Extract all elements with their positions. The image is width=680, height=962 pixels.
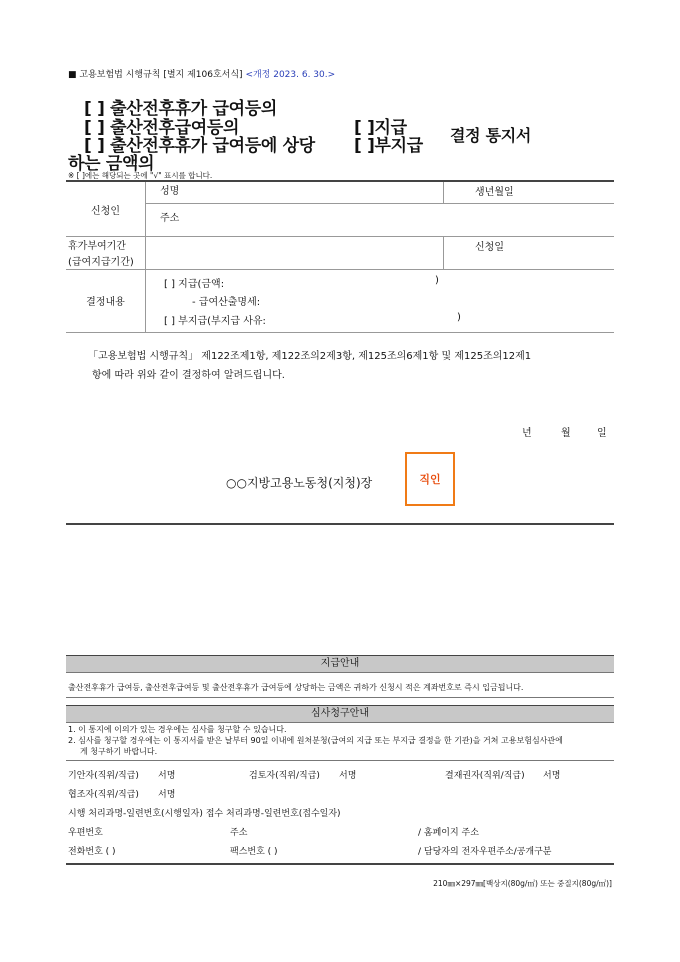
form-reference <box>68 67 335 80</box>
approver-sign: 서명 <box>543 771 561 781</box>
applicant-label: 신청인 <box>91 206 120 217</box>
revision-date: <개정 2023. 6. 30.> <box>245 70 336 80</box>
title-decision-notice: 결정 통지서 <box>450 126 532 145</box>
date-month: 월 <box>561 428 571 439</box>
calc-detail: - 급여산출명세: <box>192 297 261 308</box>
drafter-label: 기안자(직위/직급) <box>68 771 139 781</box>
section-rule <box>66 523 614 525</box>
table-row-rule <box>66 269 614 270</box>
cooperator-label: 협조자(직위/직급) <box>68 790 139 800</box>
title-line-4: 하는 금액의 <box>68 154 155 174</box>
table-row-rule <box>66 236 614 237</box>
apply-date-label: 신청일 <box>475 242 504 253</box>
drafter-sign: 서명 <box>158 771 176 781</box>
checkbox-note: ※ [ ]에는 해당되는 곳에 "√" 표시를 합니다. <box>68 171 213 180</box>
postcode-label: 우편번호 <box>68 828 103 838</box>
table-divider <box>443 182 444 203</box>
table-divider <box>145 182 146 332</box>
approver-label: 결재권자(직위/직급) <box>445 771 525 781</box>
nopay-close: ) <box>457 312 461 323</box>
pay-option: [ ] 지급(금액: <box>164 279 225 290</box>
body-line-1: 「고용보험법 시행규칙」 제122조제1항, 제122조의2제3항, 제125조의6제1항 및 제125조의12제1 <box>88 351 532 362</box>
title-option-pay: [ ]지급 <box>354 118 407 138</box>
title-line-1: [ ] 출산전후휴가 급여등의 <box>84 99 278 119</box>
date-year: 년 <box>522 428 532 439</box>
enforcement-line: 시행 처리과명-일련번호(시행일자) 접수 처리과명-일련번호(접수일자) <box>68 809 341 819</box>
fax-label: 팩스번호 ( ) <box>230 847 278 857</box>
table-divider <box>443 236 444 269</box>
review-item-1: 1. 이 통지에 이의가 있는 경우에는 심사를 청구할 수 있습니다. <box>68 725 287 734</box>
reviewer-sign: 서명 <box>339 771 357 781</box>
table-bottom-rule <box>66 332 614 333</box>
birth-label: 생년월일 <box>475 187 514 198</box>
table-top-rule <box>66 180 614 182</box>
issuer-name: ○○지방고용노동청(지청)장 <box>226 476 373 490</box>
name-label: 성명 <box>160 186 180 197</box>
payment-guide-heading: 지급안내 <box>66 655 614 673</box>
cooperator-sign: 서명 <box>158 790 176 800</box>
payment-guide-text: 출산전후휴가 급여등, 출산전후급여등 및 출산전후휴가 급여등에 상당하는 금액은 귀하가 신청시 적은 계좌번호로 즉시 입금됩니다. <box>68 683 524 692</box>
leave-period-label: 휴가부여기간 <box>68 241 126 252</box>
bottom-rule <box>66 863 614 865</box>
seal-text: 직인 <box>419 473 441 486</box>
decision-label: 결정내용 <box>86 297 125 308</box>
reviewer-label: 검토자(직위/직급) <box>249 771 320 781</box>
body-line-2: 항에 따라 위와 같이 결정하여 알려드립니다. <box>92 370 285 381</box>
review-item-2-cont: 게 청구하기 바랍니다. <box>80 747 158 756</box>
section-rule <box>66 760 614 761</box>
pay-period-label: (급여지급기간) <box>68 257 134 268</box>
email-label: / 담당자의 전자우편주소/공개구분 <box>418 847 552 857</box>
address-footer-label: 주소 <box>230 828 248 838</box>
review-item-2: 2. 심사를 청구할 경우에는 이 통지서를 받은 날부터 90일 이내에 원처분청(급여의 지급 또는 부지급 결정을 한 기관)을 거쳐 고용보험심사관에 <box>68 736 563 745</box>
phone-label: 전화번호 ( ) <box>68 847 116 857</box>
official-seal <box>405 452 455 506</box>
title-option-nopay: [ ]부지급 <box>354 136 423 156</box>
date-day: 일 <box>597 428 607 439</box>
address-label: 주소 <box>160 213 180 224</box>
section-rule <box>66 697 614 698</box>
pay-close: ) <box>435 275 439 286</box>
review-guide-heading: 심사청구안내 <box>66 705 614 723</box>
table-row-rule <box>145 203 614 204</box>
title-line-2: [ ] 출산전후급여등의 <box>84 118 240 138</box>
paper-spec: 210㎜×297㎜[백상지(80g/㎡) 또는 중질지(80g/㎡)] <box>433 879 612 888</box>
homepage-label: / 홈페이지 주소 <box>418 828 479 838</box>
law-reference: ■ 고용보험법 시행규칙 [별지 제106호서식] <box>68 70 243 80</box>
title-line-3: [ ] 출산전후휴가 급여등에 상당 <box>84 136 315 156</box>
nopay-option: [ ] 부지급(부지급 사유: <box>164 316 266 327</box>
